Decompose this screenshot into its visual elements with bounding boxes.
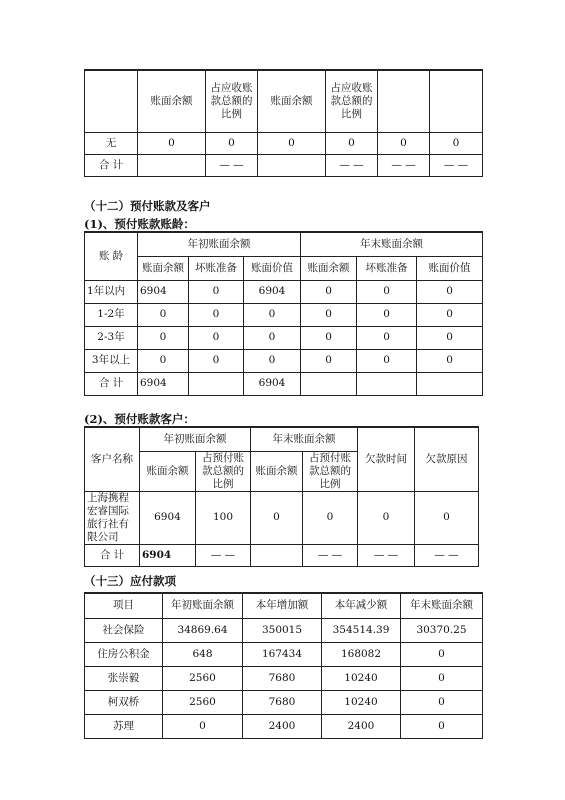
header-cell: 年末账面余额 — [301, 232, 483, 256]
table-cell: 无 — [85, 132, 138, 154]
table-cell: 0 — [244, 303, 301, 326]
table-cell: — — — [206, 154, 258, 176]
table-cell: 0 — [189, 280, 244, 303]
table-cell: 2560 — [163, 666, 243, 690]
header-cell: 年末账面余额 — [401, 593, 483, 618]
table-cell: 0 — [417, 349, 483, 372]
table-cell: 0 — [417, 280, 483, 303]
table-cell: 6904 — [138, 372, 189, 395]
table-cell: 0 — [303, 491, 358, 544]
table-cell: 34869.64 — [163, 618, 243, 642]
table-cell: 167434 — [243, 642, 322, 666]
table-cell: 上海携程宏睿国际旅行社有限公司 — [85, 491, 140, 544]
section-title: （十三）应付款项 — [84, 574, 176, 588]
table-cell: 0 — [358, 491, 415, 544]
table-cell: — — — [415, 544, 479, 566]
table-row — [85, 132, 483, 154]
header-cell — [430, 70, 483, 132]
table-row — [85, 349, 483, 372]
payables-table — [84, 592, 483, 739]
header-cell: 占应收账款总额的比例 — [206, 70, 258, 132]
table-cell: 柯双桥 — [85, 690, 163, 714]
table-cell: 0 — [244, 326, 301, 349]
header-cell: 占应收账款总额的比例 — [326, 70, 378, 132]
table-cell: — — — [196, 544, 251, 566]
table-cell: 苏理 — [85, 714, 163, 738]
header-cell: 账面余额 — [138, 256, 189, 280]
table-cell: 0 — [138, 349, 189, 372]
table-row — [85, 714, 483, 738]
table-cell: 354514.39 — [322, 618, 401, 642]
header-cell: 坏账准备 — [357, 256, 417, 280]
table-cell — [357, 372, 417, 395]
table-cell: 0 — [378, 132, 430, 154]
table-cell: 0 — [251, 491, 303, 544]
header-cell: 年初账面余额 — [140, 427, 251, 451]
table-row — [85, 491, 479, 544]
table-cell: 6904 — [244, 372, 301, 395]
section-title: （十二）预付账款及客户 — [84, 199, 211, 213]
table-cell: 0 — [301, 303, 357, 326]
table-cell: 6904 — [140, 544, 196, 566]
table-cell: 7680 — [243, 666, 322, 690]
table-row — [85, 642, 483, 666]
header-cell: 年初账面余额 — [163, 593, 243, 618]
table-cell: — — — [378, 154, 430, 176]
header-cell: 坏账准备 — [189, 256, 244, 280]
table-cell: 0 — [417, 326, 483, 349]
table-cell — [258, 154, 326, 176]
table-cell: 0 — [357, 303, 417, 326]
header-cell: 账面余额 — [140, 451, 196, 491]
header-cell: 账面余额 — [251, 451, 303, 491]
header-cell: 本年减少额 — [322, 593, 401, 618]
table-cell: 350015 — [243, 618, 322, 642]
table-cell: 0 — [401, 714, 483, 738]
table-cell: 张崇毅 — [85, 666, 163, 690]
table-cell: 1-2年 — [85, 303, 138, 326]
table-cell: 合 计 — [85, 154, 138, 176]
header-cell: 账面余额 — [138, 70, 206, 132]
table-cell: — — — [303, 544, 358, 566]
table-cell: 0 — [326, 132, 378, 154]
header-cell: 账面余额 — [301, 256, 357, 280]
table-row — [85, 690, 483, 714]
table-cell: — — — [326, 154, 378, 176]
table-cell: 1年以内 — [85, 280, 138, 303]
table-cell: 0 — [189, 326, 244, 349]
subsection-title: (1)、预付账款账龄： — [84, 217, 195, 231]
table-cell: 168082 — [322, 642, 401, 666]
table-row — [85, 666, 483, 690]
header-cell: 账 龄 — [85, 232, 138, 280]
table-cell: 0 — [401, 666, 483, 690]
header-cell: 欠款时间 — [358, 427, 415, 491]
table-cell: 0 — [189, 349, 244, 372]
table-row — [85, 154, 483, 176]
table-cell: 10240 — [322, 666, 401, 690]
table-row — [85, 372, 483, 395]
table-cell: 0 — [138, 132, 206, 154]
table-cell: 6904 — [244, 280, 301, 303]
header-cell: 年初账面余额 — [138, 232, 301, 256]
table-cell: 0 — [138, 326, 189, 349]
header-cell: 年末账面余额 — [251, 427, 358, 451]
table-cell: 合 计 — [85, 544, 140, 566]
header-cell: 账面价值 — [244, 256, 301, 280]
header-cell: 欠款原因 — [415, 427, 479, 491]
table-cell: 6904 — [138, 280, 189, 303]
header-cell — [85, 70, 138, 132]
header-cell: 账面价值 — [417, 256, 483, 280]
table-row — [85, 326, 483, 349]
table-cell: 0 — [244, 349, 301, 372]
table-cell: 7680 — [243, 690, 322, 714]
table-cell: 100 — [196, 491, 251, 544]
table-cell: 2400 — [243, 714, 322, 738]
table-cell: 3年以上 — [85, 349, 138, 372]
table-cell: 0 — [401, 642, 483, 666]
table-cell: 0 — [301, 349, 357, 372]
receivables-continuation-table — [84, 69, 483, 177]
table-cell: 30370.25 — [401, 618, 483, 642]
header-cell: 账面余额 — [258, 70, 326, 132]
table-row — [85, 280, 483, 303]
table-cell: 0 — [357, 280, 417, 303]
table-cell: 0 — [189, 303, 244, 326]
header-cell: 占预付账款总额的比例 — [196, 451, 251, 491]
table-cell: 0 — [258, 132, 326, 154]
header-cell — [378, 70, 430, 132]
table-cell: 0 — [357, 349, 417, 372]
table-cell: 648 — [163, 642, 243, 666]
table-cell — [251, 544, 303, 566]
table-cell: 6904 — [140, 491, 196, 544]
table-cell: 0 — [417, 303, 483, 326]
table-cell: 0 — [357, 326, 417, 349]
header-cell: 项目 — [85, 593, 163, 618]
table-cell: 0 — [163, 714, 243, 738]
prepayment-customer-table — [84, 426, 479, 567]
table-cell: 2-3年 — [85, 326, 138, 349]
table-cell: 0 — [430, 132, 483, 154]
header-cell: 占预付账款总额的比例 — [303, 451, 358, 491]
table-cell: 0 — [401, 690, 483, 714]
table-cell — [189, 372, 244, 395]
table-cell — [138, 154, 206, 176]
table-row — [85, 303, 483, 326]
subsection-title: (2)、预付账款客户： — [84, 412, 195, 426]
prepayment-aging-table — [84, 231, 483, 396]
table-cell: 0 — [301, 280, 357, 303]
table-cell: 2400 — [322, 714, 401, 738]
table-cell: 0 — [415, 491, 479, 544]
table-cell: 0 — [206, 132, 258, 154]
table-cell: 10240 — [322, 690, 401, 714]
table-cell: 住房公积金 — [85, 642, 163, 666]
table-cell: 0 — [301, 326, 357, 349]
table-cell: 0 — [138, 303, 189, 326]
header-cell: 本年增加额 — [243, 593, 322, 618]
table-row — [85, 544, 479, 566]
table-cell: — — — [430, 154, 483, 176]
table-cell — [301, 372, 357, 395]
table-cell: 合 计 — [85, 372, 138, 395]
table-cell: 社会保险 — [85, 618, 163, 642]
table-cell: 2560 — [163, 690, 243, 714]
table-row — [85, 618, 483, 642]
table-cell: — — — [358, 544, 415, 566]
header-cell: 客户名称 — [85, 427, 140, 491]
table-cell — [417, 372, 483, 395]
